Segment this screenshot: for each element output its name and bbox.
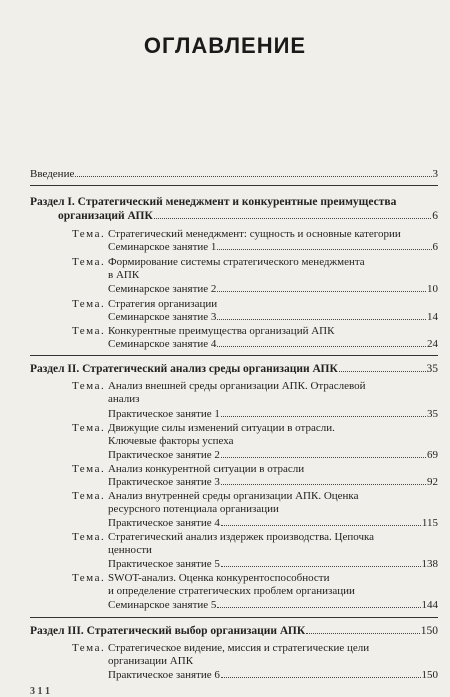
topic-title-cont: и определение стратегических проблем организации bbox=[108, 585, 355, 597]
topic-title[interactable]: Тема. Анализ внешней среды организации АПК. Отраслевой bbox=[72, 380, 366, 392]
toc-entry-lesson[interactable] bbox=[108, 517, 438, 530]
topic-title[interactable]: Тема. Стратегический менеджмент: сущность и основные категории bbox=[72, 228, 401, 240]
topic-label: Тема. bbox=[72, 463, 106, 475]
lesson-label: Практическое занятие 1 bbox=[108, 408, 220, 420]
lesson-label: Семинарское занятие 3 bbox=[108, 311, 217, 323]
leader-dots bbox=[217, 607, 420, 608]
topic-label: Тема. bbox=[72, 256, 106, 268]
toc-entry-lesson[interactable] bbox=[108, 241, 438, 254]
topic-title-cont: организации АПК bbox=[108, 655, 194, 667]
section-heading: Раздел II. Стратегический анализ среды организации АПК bbox=[30, 363, 338, 375]
leader-dots bbox=[217, 291, 426, 292]
toc-entry-lesson[interactable] bbox=[108, 599, 438, 612]
topic-title[interactable]: Тема. Анализ конкурентной ситуации в отрасли bbox=[72, 463, 305, 475]
leader-dots bbox=[217, 319, 426, 320]
toc-page-number: 10 bbox=[427, 283, 438, 295]
lesson-label: Семинарское занятие 4 bbox=[108, 338, 217, 350]
toc-page-number: 144 bbox=[421, 599, 438, 611]
toc-entry-lesson[interactable] bbox=[108, 669, 438, 682]
section-divider bbox=[30, 617, 438, 618]
leader-dots bbox=[221, 677, 421, 678]
leader-dots bbox=[339, 371, 426, 372]
leader-dots bbox=[217, 249, 431, 250]
lesson-label: Семинарское занятие 2 bbox=[108, 283, 217, 295]
leader-dots bbox=[217, 346, 426, 347]
lesson-label: Практическое занятие 2 bbox=[108, 449, 220, 461]
topic-label: Тема. bbox=[72, 531, 106, 543]
topic-label: Тема. bbox=[72, 325, 106, 337]
topic-title-cont: ценности bbox=[108, 544, 152, 556]
toc-page-number: 14 bbox=[427, 311, 438, 323]
page-title: ОГЛАВЛЕНИЕ bbox=[143, 33, 307, 58]
toc-entry-lesson[interactable] bbox=[108, 408, 438, 421]
topic-title[interactable]: Тема. Анализ внутренней среды организации АПК. Оценка bbox=[72, 490, 359, 502]
lesson-label: Практическое занятие 3 bbox=[108, 476, 220, 488]
toc-entry-text: Введение bbox=[30, 168, 75, 180]
toc-page-number: 6 bbox=[432, 241, 438, 253]
leader-dots bbox=[75, 176, 431, 177]
toc-entry-section-1[interactable] bbox=[58, 210, 438, 223]
topic-title-cont: анализ bbox=[108, 393, 140, 405]
topic-title[interactable]: Тема. Движущие силы изменений ситуации в отрасли. bbox=[72, 422, 335, 434]
section-heading: Раздел III. Стратегический выбор организации АПК bbox=[30, 625, 306, 637]
toc-entry-section-2[interactable] bbox=[30, 363, 438, 376]
leader-dots bbox=[221, 484, 426, 485]
topic-label: Тема. bbox=[72, 298, 106, 310]
section-heading[interactable]: Раздел I. Стратегический менеджмент и конкурентные преимущества bbox=[30, 196, 397, 208]
topic-title-cont: ресурсного потенциала организации bbox=[108, 503, 279, 515]
toc-entry-lesson[interactable] bbox=[108, 283, 438, 296]
toc-entry-lesson[interactable] bbox=[108, 311, 438, 324]
topic-title[interactable]: Тема. SWOT-анализ. Оценка конкурентоспособности bbox=[72, 572, 330, 584]
topic-label: Тема. bbox=[72, 380, 106, 392]
toc-page-number: 92 bbox=[427, 476, 438, 488]
topic-title[interactable]: Тема. Стратегия организации bbox=[72, 298, 218, 310]
lesson-label: Семинарское занятие 5 bbox=[108, 599, 217, 611]
leader-dots bbox=[221, 566, 421, 567]
leader-dots bbox=[154, 218, 431, 219]
toc-page-number: 69 bbox=[427, 449, 438, 461]
leader-dots bbox=[306, 633, 420, 634]
topic-title[interactable]: Тема. Стратегическое видение, миссия и стратегические цели bbox=[72, 642, 370, 654]
toc-page-number: 138 bbox=[421, 558, 438, 570]
topic-title[interactable]: Тема. Конкурентные преимущества организаций АПК bbox=[72, 325, 335, 337]
lesson-label: Семинарское занятие 1 bbox=[108, 241, 217, 253]
topic-label: Тема. bbox=[72, 422, 106, 434]
section-divider bbox=[30, 185, 438, 186]
toc-entry-lesson[interactable] bbox=[108, 338, 438, 351]
toc-entry-section-3[interactable] bbox=[30, 625, 438, 638]
topic-title-cont: Ключевые факторы успеха bbox=[108, 435, 234, 447]
leader-dots bbox=[221, 457, 426, 458]
toc-page-number: 150 bbox=[421, 669, 438, 681]
topic-title-cont: в АПК bbox=[108, 269, 140, 281]
lesson-label: Практическое занятие 5 bbox=[108, 558, 220, 570]
toc-entry-lesson[interactable] bbox=[108, 476, 438, 489]
lesson-label: Практическое занятие 6 bbox=[108, 669, 220, 681]
page-footer-mark: 3 1 1 bbox=[30, 686, 50, 697]
toc-page-number: 6 bbox=[432, 210, 438, 222]
topic-title[interactable]: Тема. Формирование системы стратегического менеджмента bbox=[72, 256, 365, 268]
topic-label: Тема. bbox=[72, 228, 106, 240]
toc-entry-lesson[interactable] bbox=[108, 449, 438, 462]
topic-title[interactable]: Тема. Стратегический анализ издержек производства. Цепочка bbox=[72, 531, 375, 543]
topic-label: Тема. bbox=[72, 572, 106, 584]
toc-page-number: 3 bbox=[432, 168, 438, 180]
lesson-label: Практическое занятие 4 bbox=[108, 517, 220, 529]
section-heading-cont: организаций АПК bbox=[58, 210, 153, 222]
toc-page-number: 35 bbox=[427, 408, 438, 420]
toc-entry-lesson[interactable] bbox=[108, 558, 438, 571]
leader-dots bbox=[221, 416, 426, 417]
toc-page-number: 115 bbox=[421, 517, 438, 529]
toc-page-number: 35 bbox=[426, 363, 438, 375]
topic-label: Тема. bbox=[72, 490, 106, 502]
toc-page-number: 150 bbox=[420, 625, 438, 637]
section-divider bbox=[30, 355, 438, 356]
leader-dots bbox=[221, 525, 421, 526]
toc-page-number: 24 bbox=[427, 338, 438, 350]
toc-entry-intro[interactable] bbox=[30, 168, 438, 181]
topic-label: Тема. bbox=[72, 642, 106, 654]
